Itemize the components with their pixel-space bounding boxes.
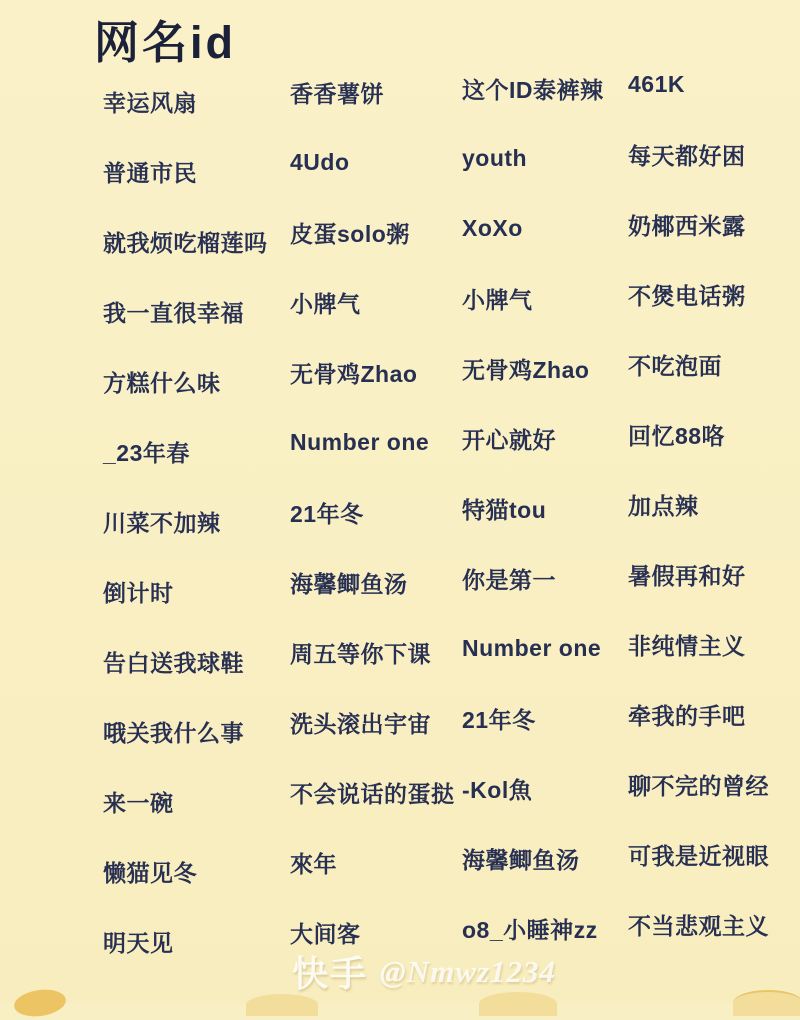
username-column-1 — [103, 66, 268, 976]
username-item: 奶椰西米露 — [628, 212, 746, 239]
username-item: 懒猫见冬 — [103, 859, 197, 886]
username-item: 皮蛋solo粥 — [290, 220, 410, 247]
username-item: 无骨鸡Zhao — [290, 360, 418, 387]
username-item: 不当悲观主义 — [628, 912, 769, 939]
username-item: 倒计时 — [103, 579, 174, 606]
username-item: 来一碗 — [103, 789, 174, 816]
username-item: 21年冬 — [290, 500, 364, 527]
username-column-2 — [290, 57, 455, 967]
username-item: 可我是近视眼 — [628, 842, 769, 869]
bottom-decoration-blob — [12, 987, 67, 1020]
username-item: 小牌气 — [462, 286, 533, 313]
username-item: 來年 — [290, 850, 337, 877]
username-item: 开心就好 — [462, 426, 556, 453]
username-item: 461K — [628, 70, 685, 97]
username-item: 方糕什么味 — [103, 369, 221, 396]
username-column-3 — [462, 53, 604, 963]
username-item: o8_小睡神zz — [462, 916, 598, 943]
username-item: 你是第一 — [462, 566, 556, 593]
username-column-4 — [628, 49, 769, 959]
bottom-decoration-cloud — [479, 992, 557, 1016]
username-item: 洗头滚出宇宙 — [290, 710, 431, 737]
username-item: 不会说话的蛋挞 — [290, 780, 455, 807]
username-item: Number one — [462, 634, 602, 661]
username-item: 不煲电话粥 — [628, 282, 746, 309]
username-item: 告白送我球鞋 — [103, 649, 244, 676]
username-item: 4Udo — [290, 148, 350, 175]
username-item: 无骨鸡Zhao — [462, 356, 590, 383]
username-item: 小牌气 — [290, 290, 361, 317]
username-item: 牵我的手吧 — [628, 702, 746, 729]
watermark — [292, 946, 556, 997]
username-item: 非纯情主义 — [628, 632, 746, 659]
bottom-decoration-cloud — [246, 994, 318, 1016]
username-item: 川菜不加辣 — [103, 509, 221, 536]
username-item: 这个ID泰裤辣 — [462, 76, 604, 103]
bottom-decoration-cloud — [733, 990, 800, 1016]
username-item: 明天见 — [103, 929, 174, 956]
username-item: -Kol魚 — [462, 776, 533, 803]
kuaishou-logo-text: 快手 — [292, 953, 369, 994]
page-title: 网名id — [94, 17, 236, 68]
username-item: 幸运风扇 — [103, 89, 197, 116]
username-item: _23年春 — [103, 439, 190, 466]
username-item: 哦关我什么事 — [103, 719, 244, 746]
watermark-handle: @Nmwz1234 — [380, 953, 557, 989]
username-item: XoXo — [462, 214, 523, 241]
username-item: youth — [462, 144, 528, 171]
username-item: 大间客 — [290, 920, 361, 947]
username-item: 暑假再和好 — [628, 562, 746, 589]
username-item: 每天都好困 — [628, 142, 746, 169]
username-item: 不吃泡面 — [628, 352, 722, 379]
username-item: 加点辣 — [628, 492, 699, 519]
username-item: 回忆88咯 — [628, 422, 726, 449]
username-item: 海馨鲫鱼汤 — [290, 570, 408, 597]
username-item: 我一直很幸福 — [103, 299, 244, 326]
username-item: 聊不完的曾经 — [628, 772, 769, 799]
username-item: 周五等你下课 — [290, 640, 431, 667]
username-item: 就我烦吃榴莲吗 — [103, 229, 268, 256]
username-item: 海馨鲫鱼汤 — [462, 846, 580, 873]
username-item: 21年冬 — [462, 706, 536, 733]
username-item: Number one — [290, 428, 430, 455]
username-item: 普通市民 — [103, 159, 197, 186]
username-item: 香香薯饼 — [290, 80, 384, 107]
username-item: 特猫tou — [462, 496, 547, 523]
